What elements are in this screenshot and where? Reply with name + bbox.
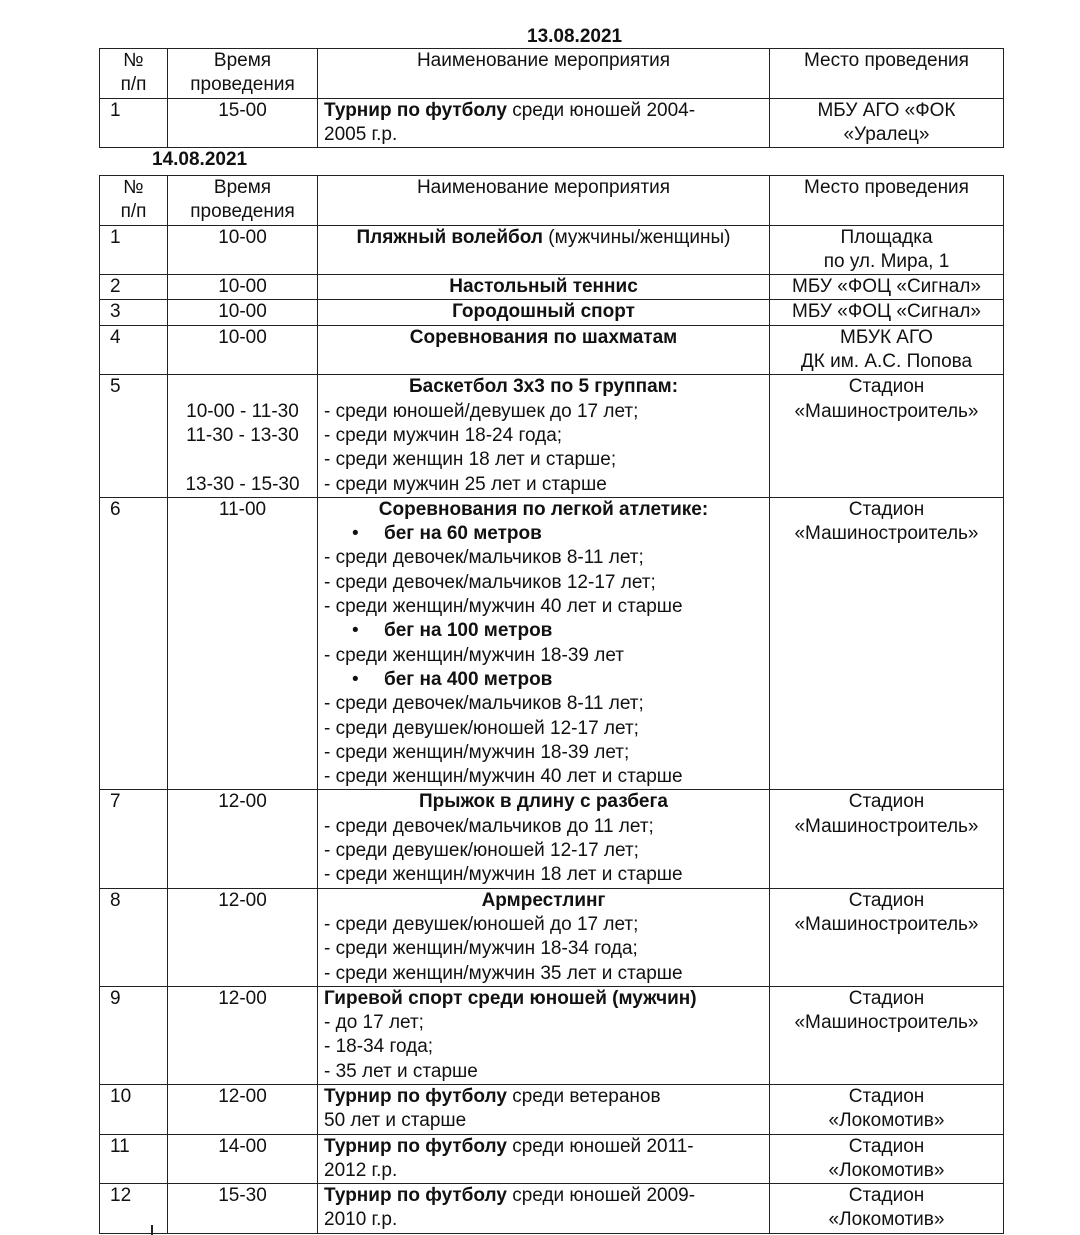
event-text: - среди женщин 18 лет и старше; [324, 449, 617, 471]
event-line [324, 1011, 763, 1035]
time-text: 10-00 [218, 276, 267, 298]
place-text: «Машиностроитель» [794, 815, 979, 837]
header-text: Место проведения [804, 177, 969, 198]
row-place [770, 1184, 1004, 1234]
row-number: 5 [100, 375, 168, 497]
event-title: Армрестлинг [481, 889, 606, 911]
event-line [324, 1159, 763, 1183]
spacer [174, 448, 311, 472]
time-text: 12-00 [218, 791, 267, 813]
event-text: - 18-34 года; [324, 1036, 434, 1058]
event-title: Турнир по футболу [324, 1085, 507, 1107]
event-line [324, 987, 763, 1011]
time-text: 10-00 [218, 301, 267, 323]
time-text: 13-30 - 15-30 [185, 473, 300, 495]
event-line [324, 1184, 763, 1208]
place-text: Стадион [848, 1085, 925, 1107]
row-place [770, 790, 1004, 888]
place-text: МБУ АГО «ФОК [817, 99, 956, 121]
row-event [318, 98, 770, 148]
table-row [100, 888, 1004, 986]
event-line [324, 1060, 763, 1084]
event-line [324, 424, 763, 448]
header-text: Место проведения [804, 50, 969, 71]
row-time [168, 497, 318, 790]
row-event [318, 790, 770, 888]
event-text: - среди мужчин 25 лет и старше [324, 473, 607, 495]
event-line [324, 546, 763, 570]
row-number: 6 [100, 497, 168, 790]
event-text: среди юношей 2011- [506, 1135, 694, 1157]
place-text: «Машиностроитель» [794, 400, 979, 422]
event-title: Турнир по футболу [324, 99, 507, 121]
table-row [100, 300, 1004, 325]
event-title: Баскетбол 3х3 по 5 группам: [408, 376, 679, 398]
row-event [318, 225, 770, 275]
header-text: Наименование мероприятия [416, 177, 671, 198]
row-number: 2 [100, 275, 168, 300]
header-text: Время [213, 50, 272, 71]
event-line [324, 498, 763, 522]
time-text: 10-00 [218, 226, 267, 248]
event-text: - среди женщин/мужчин 40 лет и старше [324, 766, 683, 788]
header-time [168, 176, 318, 226]
header-place [770, 176, 1004, 226]
row-place [770, 275, 1004, 300]
event-line [324, 448, 763, 472]
bullet-item: • бег на 100 метров [324, 619, 763, 643]
event-text: - среди девушек/юношей до 17 лет; [324, 913, 639, 935]
event-line [324, 962, 763, 986]
row-event [318, 275, 770, 300]
header-place [770, 49, 1004, 99]
place-text: «Локомотив» [828, 1209, 945, 1231]
event-line [324, 99, 763, 123]
event-text: среди юношей 2004- [506, 99, 696, 121]
event-text: - среди девушек/юношей 12-17 лет; [324, 840, 639, 862]
place-text: МБУ «ФОЦ «Сигнал» [792, 301, 981, 323]
place-text: «Машиностроитель» [794, 913, 979, 935]
time-text: 11-30 - 13-30 [186, 424, 299, 446]
event-text: - среди девочек/мальчиков 8-11 лет; [324, 547, 644, 569]
header-num [100, 176, 168, 226]
place-text: Стадион [848, 987, 925, 1009]
header-text: Наименование мероприятия [416, 50, 671, 71]
spacer [174, 375, 311, 399]
event-title: Соревнования по легкой атлетике: [378, 498, 709, 520]
row-time [168, 300, 318, 325]
event-title: Гиревой спорт среди юношей (мужчин) [324, 987, 697, 1009]
header-text: проведения [190, 201, 295, 223]
event-line [324, 765, 763, 789]
header-text: проведения [190, 74, 295, 96]
row-place [770, 225, 1004, 275]
row-place [770, 1134, 1004, 1184]
place-text: Стадион [848, 498, 925, 520]
table-row [100, 790, 1004, 888]
page-edge-mark [151, 1225, 153, 1235]
time-text: 12-00 [218, 889, 267, 911]
header-text: № [123, 50, 144, 71]
row-time [168, 375, 318, 497]
event-line [324, 226, 763, 250]
row-place [770, 300, 1004, 325]
place-text: Стадион [848, 1185, 925, 1207]
event-text: 2012 г.р. [324, 1159, 398, 1181]
event-line [324, 1109, 763, 1133]
event-line [324, 913, 763, 937]
row-place [770, 375, 1004, 497]
event-text: (мужчины/женщины) [542, 226, 731, 248]
event-line [324, 595, 763, 619]
event-line [324, 300, 763, 324]
event-text: 50 лет и старше [324, 1110, 467, 1132]
header-row [100, 49, 1004, 99]
header-name [318, 49, 770, 99]
header-name [318, 176, 770, 226]
time-text: 12-00 [218, 1085, 267, 1107]
row-time [168, 986, 318, 1084]
table-row [100, 275, 1004, 300]
event-line [324, 375, 763, 399]
row-number: 8 [100, 888, 168, 986]
row-event [318, 986, 770, 1084]
time-text: 12-00 [218, 987, 267, 1009]
place-text: «Локомотив» [828, 1159, 945, 1181]
event-text: - среди женщин/мужчин 18-39 лет [324, 644, 624, 666]
schedule-table-day2 [99, 175, 1004, 1234]
event-line [324, 123, 763, 147]
event-title: Соревнования по шахматам [409, 326, 678, 348]
row-number: 11 [100, 1134, 168, 1184]
event-text: - среди девочек/мальчиков 12-17 лет; [324, 571, 656, 593]
time-text: 10-00 [218, 326, 267, 348]
header-text: п/п [120, 201, 147, 223]
event-line [324, 473, 763, 497]
place-text: МБУ «ФОЦ «Сигнал» [792, 276, 981, 298]
row-place [770, 98, 1004, 148]
event-text: - среди девочек/мальчиков 8-11 лет; [324, 693, 644, 715]
table-row [100, 325, 1004, 375]
event-line [324, 937, 763, 961]
date-heading-day1: 13.08.2021 [527, 26, 623, 47]
time-text: 15-00 [218, 99, 267, 121]
place-text: ДК им. А.С. Попова [800, 351, 973, 373]
event-title: Турнир по футболу [324, 1135, 507, 1157]
place-text: «Машиностроитель» [794, 1012, 979, 1034]
event-text: - 35 лет и старше [324, 1060, 478, 1082]
row-time [168, 325, 318, 375]
event-line [324, 717, 763, 741]
row-time [168, 1084, 318, 1134]
place-text: Площадка [840, 226, 933, 248]
event-text: - среди мужчин 18-24 года; [324, 424, 563, 446]
time-text: 14-00 [218, 1135, 267, 1157]
place-text: МБУК АГО [840, 326, 933, 348]
event-text: - среди женщин/мужчин 18-34 года; [324, 938, 638, 960]
place-text: «Локомотив» [828, 1110, 945, 1132]
event-text: - среди женщин/мужчин 18 лет и старше [324, 864, 683, 886]
event-title: Настольный теннис [449, 276, 638, 298]
event-line [324, 1135, 763, 1159]
header-text: № [123, 177, 144, 198]
event-line [324, 275, 763, 299]
row-time [168, 1184, 318, 1234]
row-place [770, 888, 1004, 986]
event-text: - среди юношей/девушек до 17 лет; [324, 400, 639, 422]
row-time [168, 225, 318, 275]
row-time [168, 790, 318, 888]
table-row [100, 375, 1004, 497]
time-text: 15-30 [218, 1185, 267, 1207]
event-text: 2010 г.р. [324, 1209, 398, 1231]
event-line [324, 741, 763, 765]
place-text: Стадион [848, 791, 925, 813]
row-place [770, 497, 1004, 790]
event-title: Турнир по футболу [324, 1185, 507, 1207]
row-number: 7 [100, 790, 168, 888]
event-line [324, 692, 763, 716]
table-row [100, 98, 1004, 148]
header-text: Время [213, 177, 272, 198]
table-row [100, 1084, 1004, 1134]
row-time [168, 1134, 318, 1184]
place-text: «Уралец» [843, 123, 930, 145]
table-row [100, 225, 1004, 275]
row-event [318, 1134, 770, 1184]
row-place [770, 1084, 1004, 1134]
event-text: - среди девочек/мальчиков до 11 лет; [324, 815, 654, 837]
row-place [770, 986, 1004, 1084]
header-time [168, 49, 318, 99]
time-text: 10-00 - 11-30 [186, 400, 299, 422]
event-line [324, 1035, 763, 1059]
row-event [318, 1184, 770, 1234]
event-text: - среди девушек/юношей 12-17 лет; [324, 717, 639, 739]
row-event [318, 888, 770, 986]
table-row [100, 497, 1004, 790]
table-row [100, 986, 1004, 1084]
row-time [168, 888, 318, 986]
row-place [770, 325, 1004, 375]
place-text: Стадион [848, 376, 925, 398]
table-row [100, 1134, 1004, 1184]
event-text: - среди женщин/мужчин 35 лет и старше [324, 962, 683, 984]
event-line [324, 1085, 763, 1109]
event-line [324, 839, 763, 863]
row-event [318, 300, 770, 325]
place-text: «Машиностроитель» [794, 523, 979, 545]
event-title: Пляжный волейбол [356, 226, 543, 248]
event-line [324, 790, 763, 814]
row-number: 3 [100, 300, 168, 325]
schedule-table-day1 [99, 48, 1004, 148]
event-line [324, 889, 763, 913]
event-text: среди ветеранов [506, 1085, 661, 1107]
event-line [324, 1208, 763, 1232]
event-line [324, 571, 763, 595]
place-text: Стадион [848, 889, 925, 911]
row-event [318, 1084, 770, 1134]
row-number: 12 [100, 1184, 168, 1234]
event-line [324, 400, 763, 424]
row-event [318, 325, 770, 375]
date-heading-day2: 14.08.2021 [152, 149, 248, 170]
bullet-item: • бег на 400 метров [324, 668, 763, 692]
bullet-item: • бег на 60 метров [324, 522, 763, 546]
event-line [324, 815, 763, 839]
row-time [168, 98, 318, 148]
event-line [324, 863, 763, 887]
event-line [324, 326, 763, 350]
row-number: 4 [100, 325, 168, 375]
row-event [318, 497, 770, 790]
event-title: Прыжок в длину с разбега [419, 791, 668, 813]
event-text: - среди женщин/мужчин 40 лет и старше [324, 596, 683, 618]
row-number: 9 [100, 986, 168, 1084]
place-text: по ул. Мира, 1 [823, 250, 950, 272]
row-number: 1 [100, 225, 168, 275]
event-line [324, 644, 763, 668]
event-text: 2005 г.р. [324, 123, 398, 145]
header-text: п/п [120, 74, 147, 96]
time-text: 11-00 [218, 498, 267, 520]
header-num [100, 49, 168, 99]
event-text: среди юношей 2009- [506, 1185, 696, 1207]
row-number: 1 [100, 98, 168, 148]
table-row [100, 1184, 1004, 1234]
event-text: - до 17 лет; [324, 1012, 424, 1034]
header-row [100, 176, 1004, 226]
row-number: 10 [100, 1084, 168, 1134]
row-event [318, 375, 770, 497]
event-title: Городошный спорт [452, 301, 635, 323]
place-text: Стадион [848, 1135, 925, 1157]
event-text: - среди женщин/мужчин 18-39 лет; [324, 741, 630, 763]
row-time [168, 275, 318, 300]
